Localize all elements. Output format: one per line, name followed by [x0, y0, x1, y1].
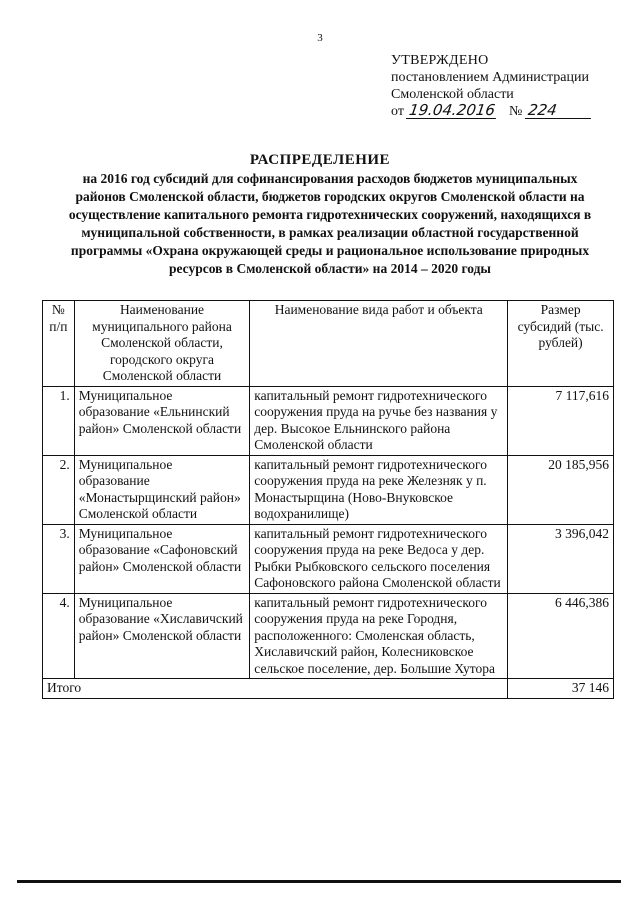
approval-heading: УТВЕРЖДЕНО	[391, 53, 489, 68]
approval-line-3: Смоленской области	[391, 87, 514, 102]
row-district: Муниципальное образование «Сафоновский район» Смоленской области	[74, 524, 250, 593]
approval-line-2: постановлением Администрации	[391, 70, 589, 85]
total-value: 37 146	[508, 679, 614, 699]
row-num: 4.	[43, 593, 75, 679]
page-bottom-rule	[17, 880, 621, 883]
row-amount: 3 396,042	[508, 524, 614, 593]
row-amount: 6 446,386	[508, 593, 614, 679]
row-num: 3.	[43, 524, 75, 593]
row-district: Муниципальное образование «Хиславичский район» Смоленской области	[74, 593, 250, 679]
table-row	[43, 386, 614, 455]
approval-stamp	[391, 52, 631, 120]
table-row	[43, 524, 614, 593]
distribution-table	[42, 300, 614, 699]
row-amount: 7 117,616	[508, 386, 614, 455]
header-work: Наименование вида работ и объекта	[250, 301, 508, 387]
row-district: Муниципальное образование «Монастырщинский район» Смоленской области	[74, 455, 250, 524]
row-amount: 20 185,956	[508, 455, 614, 524]
row-work: капитальный ремонт гидротехнического сооружения пруда на реке Городня, расположенного: Смоленская область, Хиславичский район, Колесниковское сельское поселение, дер. Большие Хутора	[250, 593, 508, 679]
header-amount: Размер субсидий (тыс. рублей)	[508, 301, 614, 387]
number-prefix: №	[508, 104, 523, 119]
handwritten-number: 224	[525, 103, 593, 119]
page-number: 3	[317, 32, 323, 44]
header-num: № п/п	[43, 301, 75, 387]
total-row	[43, 679, 614, 699]
header-district: Наименование муниципального района Смоленской области, городского округа Смоленской области	[74, 301, 250, 387]
row-work: капитальный ремонт гидротехнического сооружения пруда на реке Железняк у п. Монастырщина (Ново-Внуковское водохранилище)	[250, 455, 508, 524]
table-row	[43, 455, 614, 524]
document-subtitle: на 2016 год субсидий для софинансирования расходов бюджетов муниципальных районов Смоленской области, бюджетов городских округов Смоленской области на осуществление капитального ремонта гидротехнических сооружений, находящихся в муниципальной собственности, в рамках реализации областной государственной программы «Охрана окружающей среды и рациональное использование природных ресурсов в Смоленской области» на 2014 – 2020 годы	[68, 171, 592, 276]
row-work: капитальный ремонт гидротехнического сооружения пруда на ручье без названия у дер. Высокое Ельнинского района Смоленской области	[250, 386, 508, 455]
approval-date-line	[391, 103, 631, 120]
total-label: Итого	[43, 679, 508, 699]
document-title: РАСПРЕДЕЛЕНИЕ	[249, 152, 391, 168]
table-header-row	[43, 301, 614, 387]
row-num: 2.	[43, 455, 75, 524]
row-work: капитальный ремонт гидротехнического сооружения пруда на реке Ведоса у дер. Рыбки Рыбковского сельского поселения Сафоновского района Смоленской области	[250, 524, 508, 593]
row-district: Муниципальное образование «Ельнинский район» Смоленской области	[74, 386, 250, 455]
table-row	[43, 593, 614, 679]
handwritten-date: 19.04.2016	[408, 101, 497, 119]
date-prefix: от	[391, 104, 404, 119]
row-num: 1.	[43, 386, 75, 455]
